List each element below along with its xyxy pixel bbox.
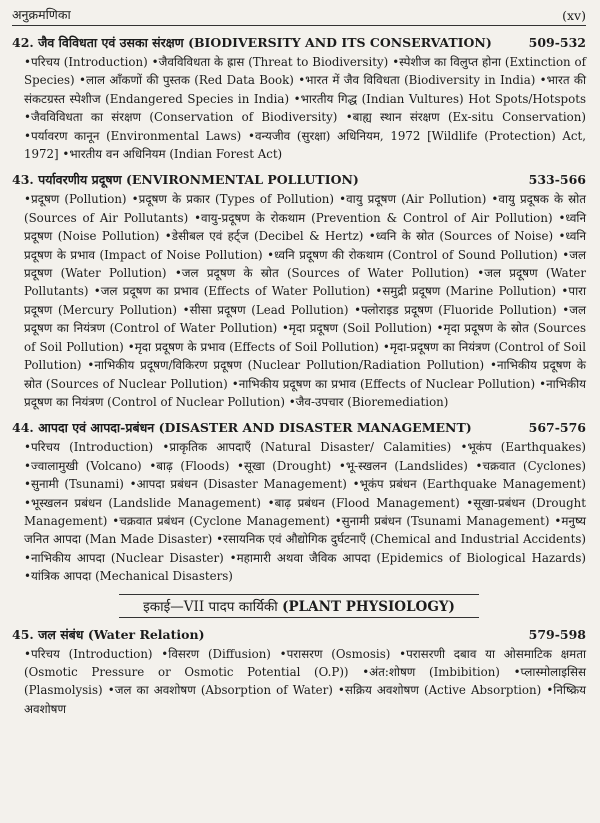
bullet: • xyxy=(24,495,31,510)
topic-item: जैव-उपचार (Bioremediation) xyxy=(295,394,449,409)
bullet: • xyxy=(194,210,202,225)
bullet: • xyxy=(375,284,383,299)
topic-item: नाभिकीय आपदा (Nuclear Disaster) xyxy=(30,550,224,565)
topic-item: मृदा प्रदूषण के स्रोत (Sources of Soil Pollution) xyxy=(24,321,586,354)
bullet: • xyxy=(78,73,86,88)
chapter-title: 45. जल संबंध (Water Relation) xyxy=(12,626,205,642)
bullet: • xyxy=(288,394,296,409)
bullet: • xyxy=(339,192,347,207)
bullet: • xyxy=(164,229,172,244)
topic-item: नाभिकीय प्रदूषण के स्रोत (Sources of Nuclear Pollution) xyxy=(24,358,586,391)
topic-item: भारत में जैव विविधता (Biodiversity in India) xyxy=(305,73,536,88)
bullet: • xyxy=(362,664,370,679)
bullet: • xyxy=(354,302,362,317)
topic-item: मृदा प्रदूषण के प्रभाव (Effects of Soil Pollution) xyxy=(134,339,379,354)
bullet: • xyxy=(475,458,483,473)
topic-item: नाभिकीय प्रदूषण/विकिरण प्रदूषण (Nuclear Pollution/Radiation Pollution) xyxy=(94,358,485,373)
topic-list xyxy=(12,190,586,411)
bullet: • xyxy=(561,284,569,299)
topic-item: चक्रवात (Cyclones) xyxy=(482,458,587,473)
topic-list xyxy=(12,438,586,585)
topic-item: भूकंप प्रबंधन (Earthquake Management) xyxy=(359,477,587,492)
unit-heading xyxy=(12,594,586,618)
topic-item: सूखा-प्रबंधन (Drought Management) xyxy=(24,495,586,528)
bullet: • xyxy=(24,550,31,565)
bullet: • xyxy=(338,458,346,473)
bullet: • xyxy=(489,358,497,373)
bullet: • xyxy=(24,55,31,69)
bullet: • xyxy=(161,646,169,661)
bullet: • xyxy=(562,247,570,262)
bullet: • xyxy=(112,513,120,528)
topic-item: जल प्रदूषण के स्रोत (Sources of Water Pollution) xyxy=(181,266,469,281)
topic-item: ध्वनि प्रदूषण की रोकथाम (Control of Sound Pollution) xyxy=(274,247,558,262)
bullet: • xyxy=(247,128,255,143)
bullet: • xyxy=(87,358,95,373)
bullet: • xyxy=(558,210,566,225)
bullet: • xyxy=(279,646,287,661)
topic-item: अंत:शोषण (Imbibition) xyxy=(369,664,500,679)
bullet: • xyxy=(513,664,521,679)
topic-item: यांत्रिक आपदा (Mechanical Disasters) xyxy=(30,569,233,584)
chapter-pages: 579-598 xyxy=(528,626,586,642)
topic-item: नाभिकीय प्रदूषण का प्रभाव (Effects of Nuclear Pollution) xyxy=(238,376,536,391)
bullet: • xyxy=(182,302,190,317)
topic-item: परासरण (Osmosis) xyxy=(286,646,391,661)
bullet: • xyxy=(399,646,407,661)
topic-list xyxy=(12,53,586,163)
topic-item: प्रदूषण के प्रकार (Types of Pollution) xyxy=(138,192,334,207)
bullet: • xyxy=(539,73,547,88)
topic-item: प्राकृतिक आपदाएँ (Natural Disaster/ Calamities) xyxy=(169,440,452,455)
topic-item: लाल आँकणों की पुस्तक (Red Data Book) xyxy=(85,73,294,88)
bullet: • xyxy=(149,458,157,473)
bullet: • xyxy=(24,440,31,455)
topic-item: महामारी अथवा जैविक आपदा (Epidemics of Biological Hazards) xyxy=(236,550,586,565)
topic-item: बाढ़ (Floods) xyxy=(156,458,230,473)
topic-item: सूखा (Drought) xyxy=(243,458,332,473)
chapter-pages: 567-576 xyxy=(528,420,586,436)
topic-item: जल प्रदूषण (Water Pollution) xyxy=(24,247,587,281)
topic-item: मनुष्य जनित आपदा (Man Made Disaster) xyxy=(24,513,586,547)
topic-item: भारतीय वन अधिनियम (Indian Forest Act) xyxy=(69,147,283,162)
bullet: • xyxy=(562,302,570,317)
topic-item: ज्वालामुखी (Volcano) xyxy=(30,458,142,473)
bullet: • xyxy=(337,683,345,698)
topic-item: सुनामी (Tsunami) xyxy=(30,477,124,492)
topic-item: सीसा प्रदूषण (Lead Pollution) xyxy=(189,302,349,317)
bullet: • xyxy=(24,110,31,125)
topic-item: नाभिकीय प्रदूषण का नियंत्रण (Control of Nuclear Pollution) xyxy=(24,376,587,409)
topic-item: प्रदूषण (Pollution) xyxy=(30,192,127,207)
topic-item: सक्रिय अवशोषण (Active Absorption) xyxy=(344,683,542,698)
topic-item: निष्क्रिय अवशोषण xyxy=(24,683,586,716)
bullet: • xyxy=(237,458,244,473)
bullet: • xyxy=(554,513,562,528)
page-number: (xv) xyxy=(562,8,586,23)
chapter-title: 44. आपदा एवं आपदा-प्रबंधन (DISASTER AND DISASTER MANAGEMENT) xyxy=(12,420,472,436)
chapter-pages: 533-566 xyxy=(528,172,586,188)
bullet: • xyxy=(466,495,474,510)
topic-list xyxy=(12,645,586,719)
bullet: • xyxy=(368,229,376,244)
topic-item: बाढ़ प्रबंधन (Flood Management) xyxy=(274,495,460,510)
topic-item: विसरण (Diffusion) xyxy=(168,646,271,661)
unit-title-hindi: इकाई—VII पादप कार्यिकी xyxy=(143,598,278,615)
topic-item: फ्लोराइड प्रदूषण (Fluoride Pollution) xyxy=(361,302,557,317)
topic-item: स्पेशीज का विलुप्त होना (Extinction of Species) xyxy=(24,55,587,88)
topic-item: मृदा प्रदूषण (Soil Pollution) xyxy=(288,321,432,336)
bullet: • xyxy=(345,110,353,125)
topic-item: रसायनिक एवं औद्योगिक दुर्घटनाएँ (Chemical and Industrial Accidents) xyxy=(223,532,587,547)
topic-item: परासरणी दबाव या ओसमाटिक क्षमता (Osmotic Pressure or Osmotic Potential (O.P)) xyxy=(24,646,587,679)
bullet: • xyxy=(24,646,31,661)
bullet: • xyxy=(131,192,139,207)
bullet: • xyxy=(392,55,400,69)
bullet: • xyxy=(267,495,275,510)
bullet: • xyxy=(558,229,566,244)
topic-item: भारतीय गिद्ध (Indian Vultures) Hot Spots/Hotspots xyxy=(300,91,587,106)
bullet: • xyxy=(24,128,31,143)
topic-item: जैवविविधता के ह्रास (Threat to Biodiversity) xyxy=(158,55,389,69)
topic-item: परिचय (Introduction) xyxy=(30,646,153,661)
topic-item: वायु प्रदूषण (Air Pollution) xyxy=(346,192,487,207)
bullet: • xyxy=(24,458,31,473)
chapter-title: 43. पर्यावरणीय प्रदूषण (ENVIRONMENTAL POLLUTION) xyxy=(12,172,359,188)
bullet: • xyxy=(298,73,306,88)
bullet: • xyxy=(491,192,499,207)
topic-item: पारा प्रदूषण (Mercury Pollution) xyxy=(24,284,587,317)
topic-item: जैवविविधता का संरक्षण (Conservation of Biodiversity) xyxy=(30,110,338,125)
bullet: • xyxy=(24,192,31,207)
topic-item: चक्रवात प्रबंधन (Cyclone Management) xyxy=(119,513,330,528)
chapter-pages: 509-532 xyxy=(528,35,586,50)
topic-item: वायु प्रदूषक के स्रोत (Sources of Air Pollutants) xyxy=(24,192,587,225)
bullet: • xyxy=(231,376,239,391)
bullet: • xyxy=(62,147,70,162)
bullet: • xyxy=(267,247,275,262)
bullet: • xyxy=(477,266,485,281)
bullet: • xyxy=(460,440,468,455)
unit-title-english: (PLANT PHYSIOLOGY) xyxy=(282,598,455,615)
topic-item: ध्वनि के स्रोत (Sources of Noise) xyxy=(375,229,554,244)
bullet: • xyxy=(293,91,301,106)
topic-item: जल का अवशोषण (Absorption of Water) xyxy=(114,683,333,698)
topic-item: भारत की संकटग्रस्त स्पेशीज (Endangered Species in India) xyxy=(24,73,586,106)
bullet: • xyxy=(436,321,444,336)
bullet: • xyxy=(229,550,237,565)
bullet: • xyxy=(539,376,547,391)
bullet: • xyxy=(281,321,289,336)
topic-item: भू-स्खलन (Landslides) xyxy=(345,458,468,473)
topic-item: जल प्रदूषण (Water Pollutants) xyxy=(24,266,586,299)
bullet: • xyxy=(24,477,31,492)
topic-item: जल प्रदूषण का नियंत्रण (Control of Water Pollution) xyxy=(24,302,586,336)
chapter-title: 42. जैव विविधता एवं उसका संरक्षण (BIODIVERSITY AND ITS CONSERVATION) xyxy=(12,35,492,50)
topic-item: ध्वनि प्रदूषण (Noise Pollution) xyxy=(24,210,587,244)
header-title: अनुक्रमणिका xyxy=(12,7,71,22)
topic-item: वन्यजीव (सुरक्षा) अधिनियम, 1972 [Wildlife (Protection) Act, 1972] xyxy=(24,128,587,162)
topic-item: सुनामी प्रबंधन (Tsunami Management) xyxy=(341,513,550,528)
topic-item: भूकंप (Earthquakes) xyxy=(467,440,587,455)
topic-item: वायु-प्रदूषण के रोकथाम (Prevention & Control of Air Pollution) xyxy=(201,210,553,225)
bullet: • xyxy=(546,683,554,698)
topic-item: परिचय (Introduction) xyxy=(30,440,154,455)
topic-item: पर्यावरण कानून (Environmental Laws) xyxy=(30,128,242,143)
chapter-45 xyxy=(12,626,586,719)
chapter-43 xyxy=(12,171,586,411)
bullet: • xyxy=(216,532,224,547)
bullet: • xyxy=(24,569,31,584)
bullet: • xyxy=(93,284,101,299)
topic-item: मृदा-प्रदूषण का नियंत्रण (Control of Soil Pollution) xyxy=(24,339,586,373)
bullet: • xyxy=(107,683,115,698)
topic-item: भूस्खलन प्रबंधन (Landslide Management) xyxy=(30,495,262,510)
topic-item: ध्वनि प्रदूषण के प्रभाव (Impact of Noise Pollution) xyxy=(24,229,587,262)
bullet: • xyxy=(129,477,137,492)
bullet: • xyxy=(151,55,159,69)
topic-item: डेसीबल एवं हर्ट्ज (Decibel & Hertz) xyxy=(171,229,364,244)
bullet: • xyxy=(127,339,135,354)
topic-item: आपदा प्रबंधन (Disaster Management) xyxy=(136,477,347,492)
bullet: • xyxy=(352,477,360,492)
topic-item: परिचय (Introduction) xyxy=(30,55,148,69)
topic-item: बाह्य स्थान संरक्षण (Ex-situ Conservation) xyxy=(352,110,586,125)
bullet: • xyxy=(382,339,390,354)
bullet: • xyxy=(162,440,170,455)
topic-item: जल प्रदूषण का प्रभाव (Effects of Water Pollution) xyxy=(100,284,371,299)
chapter-44 xyxy=(12,419,586,585)
topic-item: प्लास्मोलाइसिस (Plasmolysis) xyxy=(24,664,586,698)
bullet: • xyxy=(334,513,342,528)
bullet: • xyxy=(174,266,182,281)
running-header xyxy=(12,6,586,26)
topic-item: समुद्री प्रदूषण (Marine Pollution) xyxy=(382,284,557,299)
chapter-42 xyxy=(12,34,586,163)
